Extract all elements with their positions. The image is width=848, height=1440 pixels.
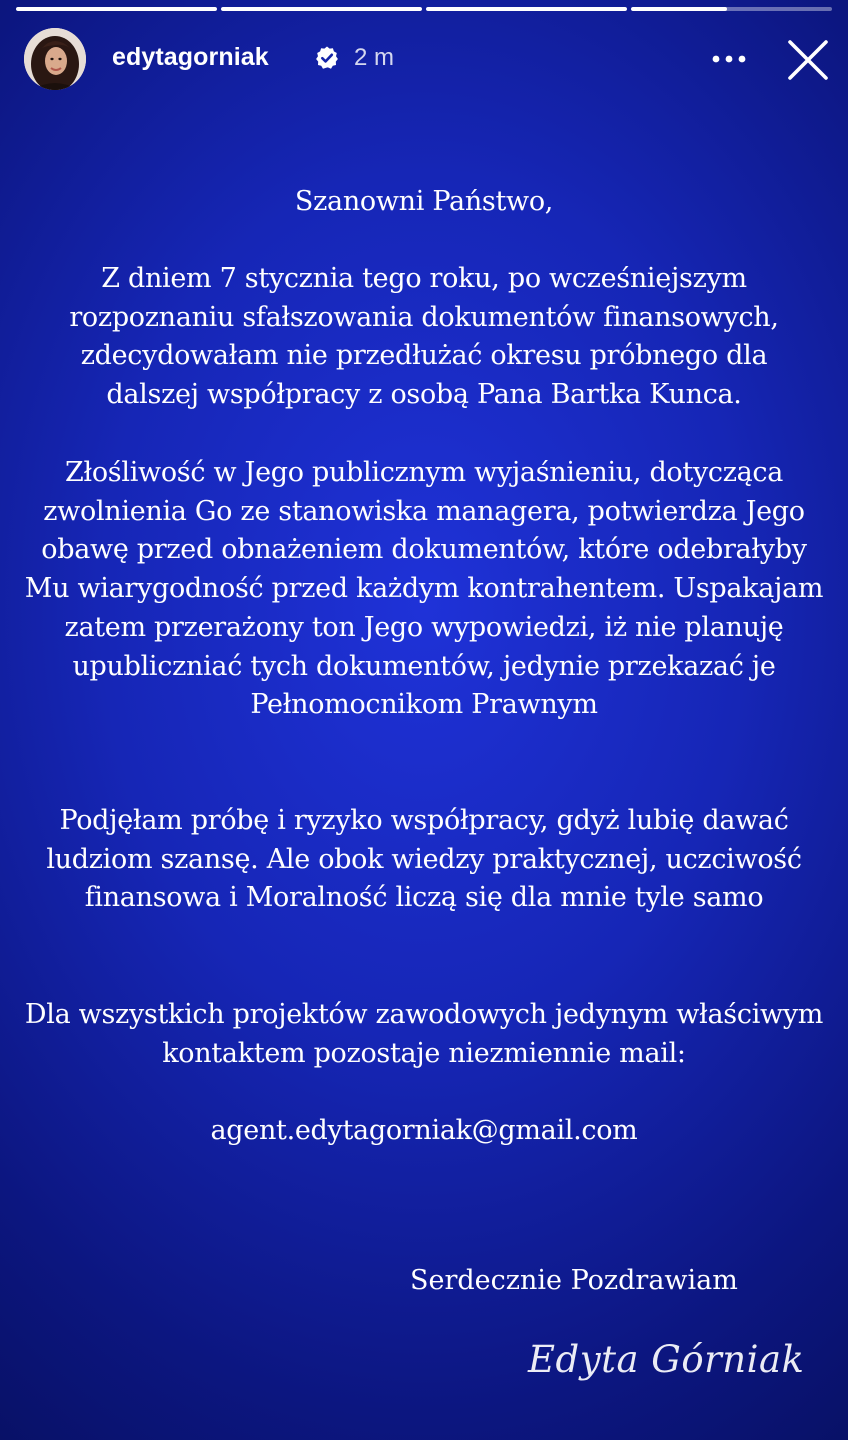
sign-off: Serdecznie Pozdrawiam xyxy=(410,1265,738,1296)
story-timestamp: 2 m xyxy=(354,44,395,71)
story-progress-segment xyxy=(221,7,422,11)
signature: Edyta Górniak xyxy=(528,1338,805,1381)
username[interactable]: edytagorniak xyxy=(112,43,269,71)
story-paragraph-1: Z dniem 7 stycznia tego roku, po wcześniejszym rozpoznaniu sfałszowania dokumentów finansowych, zdecydowałam nie przedłużać okresu próbnego dla dalszej współpracy z osobą Pana Bartka Kunca. xyxy=(69,263,779,411)
story-greeting: Szanowni Państwo, xyxy=(294,186,554,217)
story-progress-segment xyxy=(16,7,217,11)
more-horizontal-icon xyxy=(708,42,750,76)
story-progress-segment xyxy=(426,7,627,11)
story-progress-bar xyxy=(16,7,832,11)
story-header xyxy=(24,28,830,92)
story-paragraph-3: Podjęłam próbę i ryzyko współpracy, gdyż lubię dawać ludziom szansę. Ale obok wiedzy praktycznej, uczciwość finansowa i Moralność liczą się dla mnie tyle samo xyxy=(46,805,802,914)
story-paragraph-4: Dla wszystkich projektów zawodowych jedynym właściwym kontaktem pozostaje niezmiennie mail: xyxy=(24,999,824,1069)
close-icon xyxy=(784,36,832,84)
story-progress-segment-current xyxy=(631,7,832,11)
verified-badge-icon xyxy=(314,45,340,71)
more-options-button[interactable] xyxy=(708,42,750,76)
close-button[interactable] xyxy=(784,36,832,84)
avatar[interactable] xyxy=(24,28,86,90)
story-paragraph-2: Złośliwość w Jego publicznym wyjaśnieniu, dotycząca zwolnienia Go ze stanowiska managera, potwierdza Jego obawę przed obnażeniem dokumentów, które odebrałyby Mu wiarygodność przed każdym kontrahentem. Uspakajam zatem przerażony ton Jego wypowiedzi, iż nie planuję upubliczniać tych dokumentów, jedynie przekazać je Pełnomocnikom Prawnym xyxy=(24,457,824,721)
contact-email: agent.edytagorniak@gmail.com xyxy=(210,1115,638,1146)
